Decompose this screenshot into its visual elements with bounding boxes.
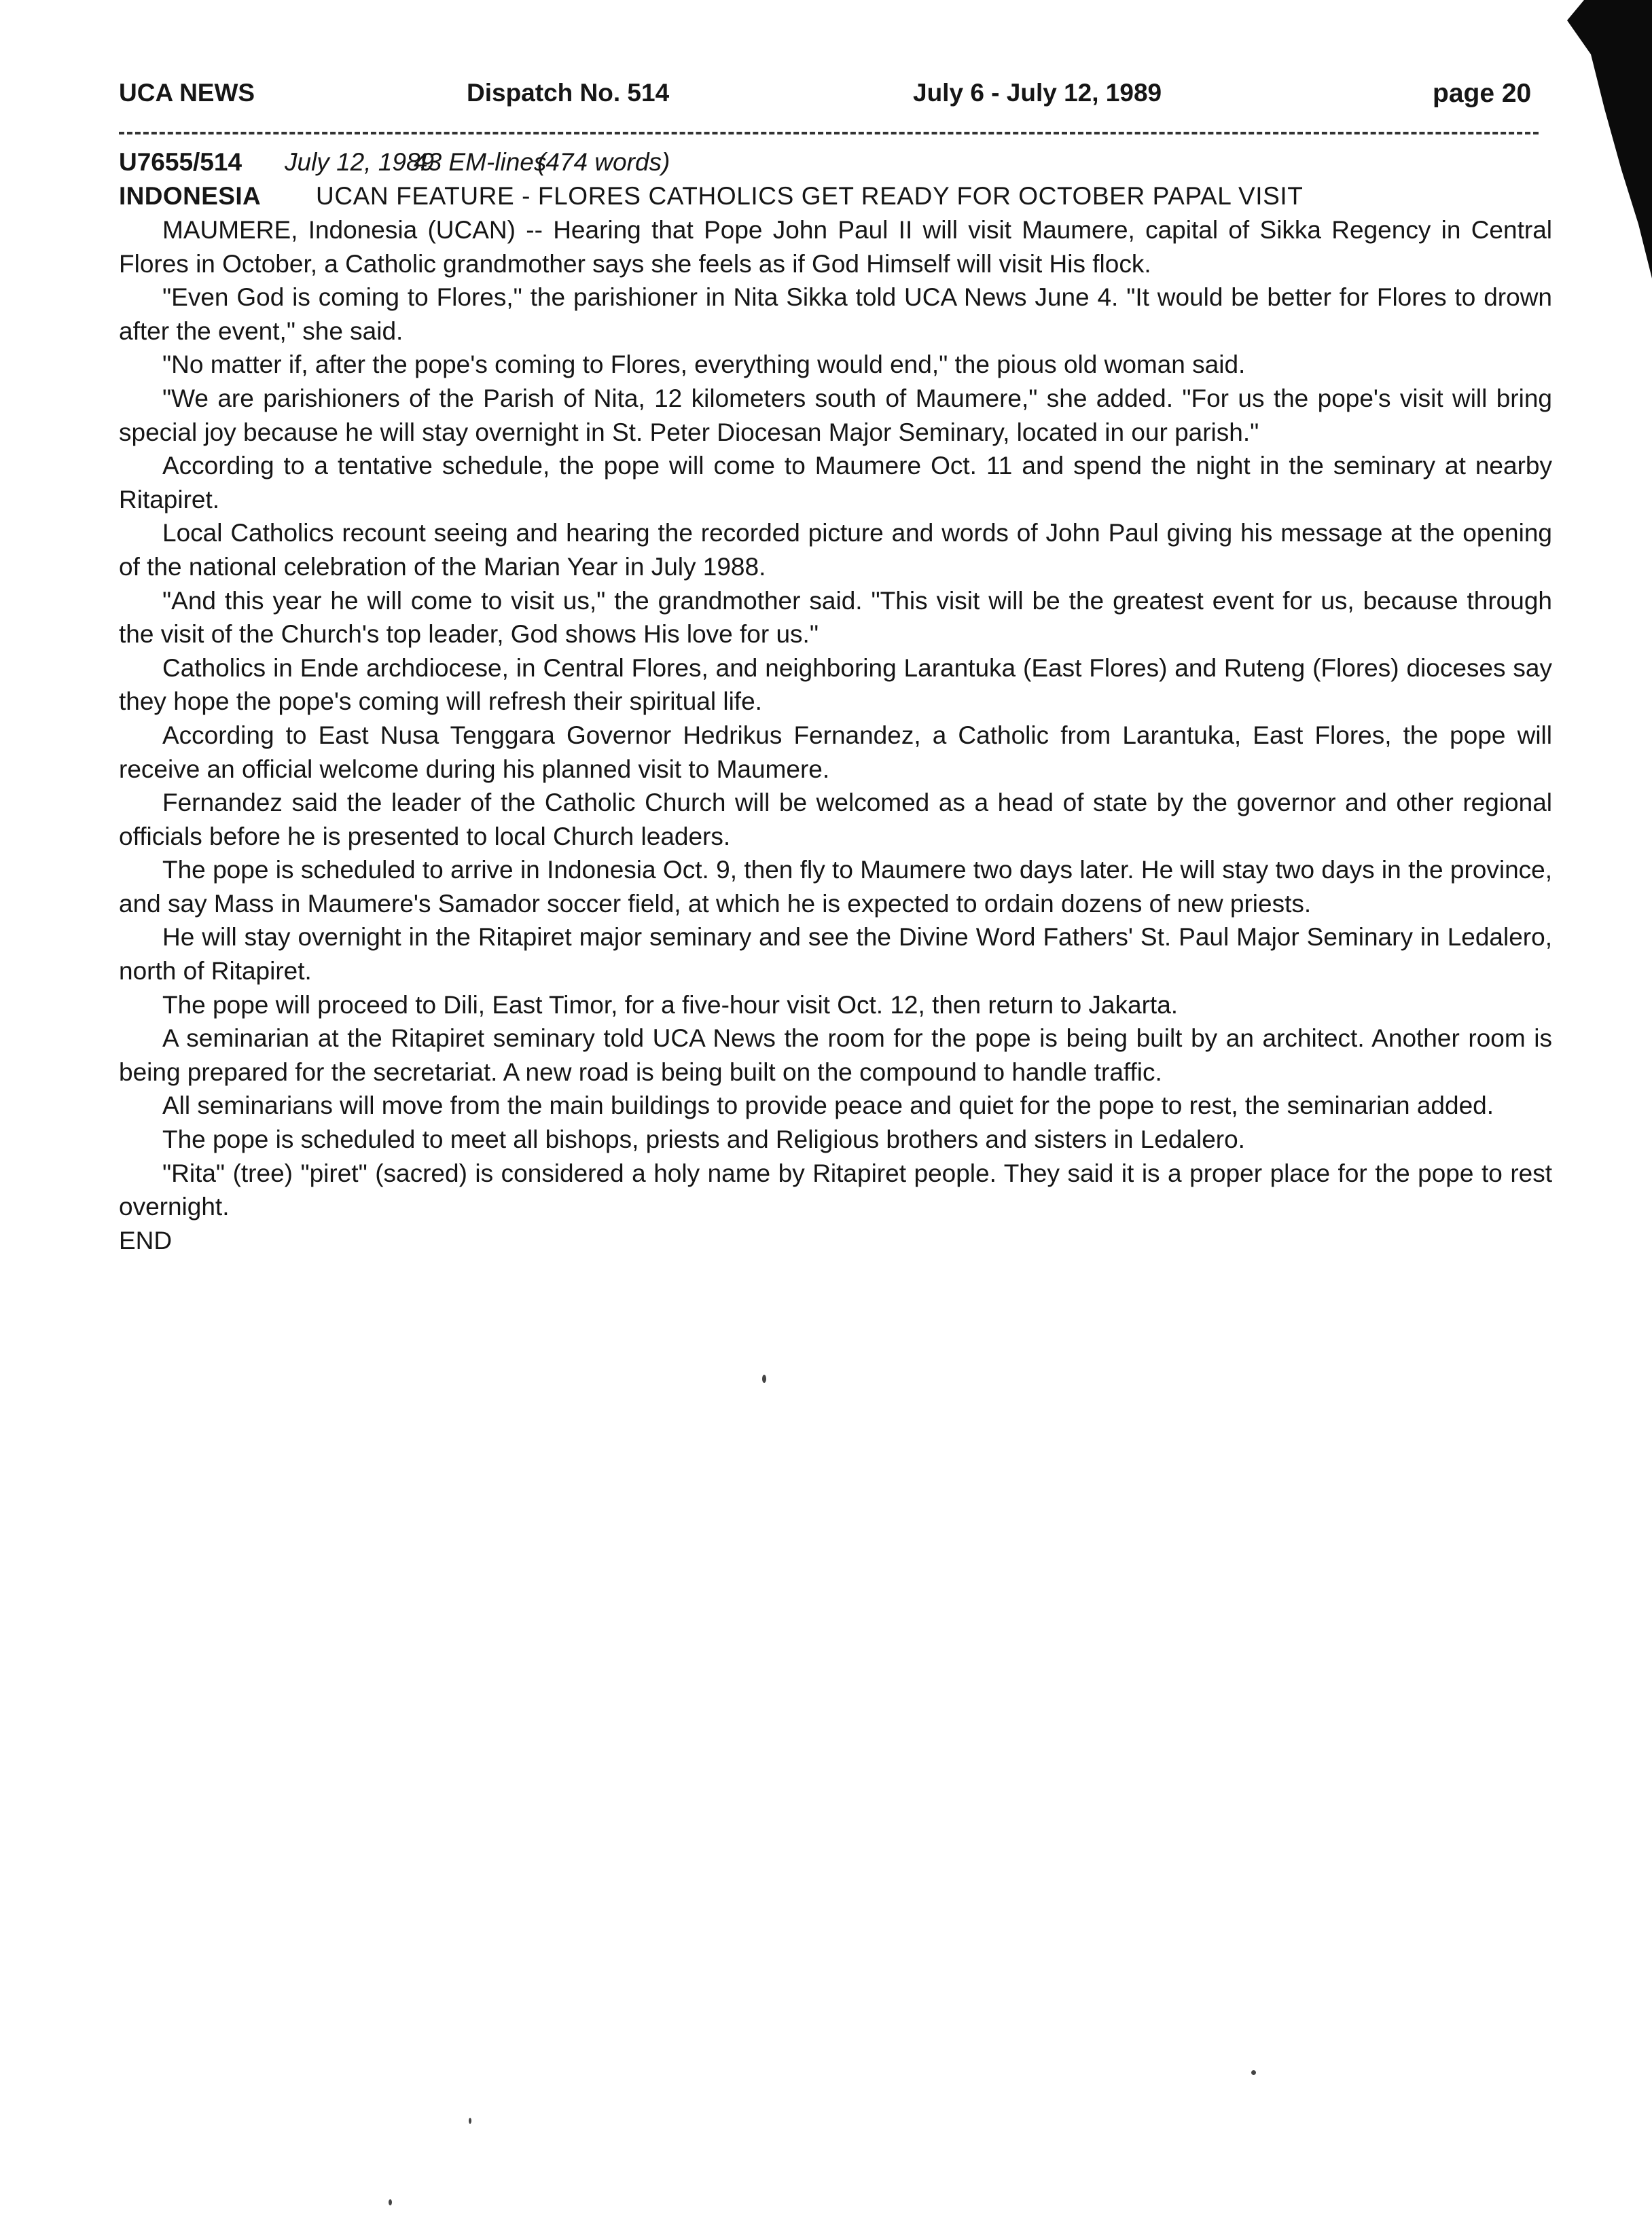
paragraph: All seminarians will move from the main buildings to provide peace and quiet for the pope to rest, the seminarian added. [162, 1091, 1494, 1120]
scan-speck [762, 1375, 766, 1383]
paragraph: Fernandez said the leader of the Catholic Church will be welcomed as a head of state by the governor and other regional officials before he is presented to local Church leaders. [119, 789, 1552, 850]
news-story [119, 145, 1552, 1251]
header-divider [119, 132, 1539, 134]
story-headline [119, 179, 1552, 213]
paragraph: According to East Nusa Tenggara Governor Hedrikus Fernandez, a Catholic from Larantuka, East Flores, the pope will receive an official welcome during his planned visit to Maumere. [119, 721, 1552, 783]
dispatch-number: Dispatch No. 514 [467, 79, 670, 107]
scan-speck [1251, 2070, 1256, 2075]
paragraph: "And this year he will come to visit us," the grandmother said. "This visit will be the greatest event for us, because through the visit of the Church's top leader, God shows His love for us." [119, 586, 1552, 649]
story-length: 43 EM-lines [414, 148, 547, 176]
end-marker: END [119, 1226, 173, 1251]
paragraph: The pope is scheduled to arrive in Indonesia Oct. 9, then fly to Maumere two days later. He will stay two days in the province, and say Mass in Maumere's Samador soccer field, at which he is expected to ordain dozens of new priests. [119, 856, 1552, 918]
story-slug [119, 145, 1552, 179]
dispatch-date-range: July 6 - July 12, 1989 [913, 79, 1162, 107]
story-id: U7655/514 [119, 148, 243, 176]
scan-speck [389, 2199, 392, 2205]
paragraph: "Rita" (tree) "piret" (sacred) is considered a holy name by Ritapiret people. They said it is a proper place for the pope to rest overnight. [119, 1159, 1552, 1221]
story-date: July 12, 1989 [285, 148, 435, 176]
publication-name: UCA NEWS [119, 79, 255, 107]
paragraph: Catholics in Ende archdiocese, in Central Flores, and neighboring Larantuka (East Flores) and Ruteng (Flores) dioceses say they hope the pope's coming will refresh their spiritual life. [119, 653, 1552, 716]
paragraph: "We are parishioners of the Parish of Nita, 12 kilometers south of Maumere," she added. "For us the pope's visit will bring special joy because he will stay overnight in St. Peter Diocesan Major Seminary, located in our parish." [119, 384, 1552, 446]
paragraph: "Even God is coming to Flores," the parishioner in Nita Sikka told UCA News June 4. "It would be better for Flores to drown after the event," she said. [119, 283, 1552, 345]
paragraph: "No matter if, after the pope's coming to Flores, everything would end," the pious old woman said. [162, 350, 1246, 379]
paragraph: The pope is scheduled to meet all bishops, priests and Religious brothers and sisters in Ledalero. [162, 1125, 1245, 1154]
paragraph: According to a tentative schedule, the pope will come to Maumere Oct. 11 and spend the night in the seminary at nearby Ritapiret. [119, 452, 1552, 513]
paragraph: The pope will proceed to Dili, East Timor, for a five-hour visit Oct. 12, then return to Jakarta. [162, 990, 1179, 1019]
paragraph: MAUMERE, Indonesia (UCAN) -- Hearing that Pope John Paul II will visit Maumere, capital of Sikka Regency in Central Flores in October, a Catholic grandmother says she feels as if God Himself will visit His flock. [119, 216, 1552, 278]
story-word-count: (474 words) [537, 148, 670, 176]
page-number: page 20 [1433, 79, 1532, 108]
paragraph: A seminarian at the Ritapiret seminary told UCA News the room for the pope is being built by an architect. Another room is being prepared for the secretariat. A new road is being built on the compound to handle traffic. [119, 1024, 1552, 1086]
paragraph: He will stay overnight in the Ritapiret major seminary and see the Divine Word Fathers' St. Paul Major Seminary in Ledalero, north of Ritapiret. [119, 923, 1552, 986]
scan-speck [469, 2118, 471, 2124]
dispatch-header [119, 79, 1539, 120]
story-country: INDONESIA [119, 182, 262, 210]
paragraph: Local Catholics recount seeing and hearing the recorded picture and words of John Paul giving his message at the opening of the national celebration of the Marian Year in July 1988. [119, 519, 1552, 581]
story-title: UCAN FEATURE - FLORES CATHOLICS GET READY FOR OCTOBER PAPAL VISIT [316, 182, 1304, 210]
